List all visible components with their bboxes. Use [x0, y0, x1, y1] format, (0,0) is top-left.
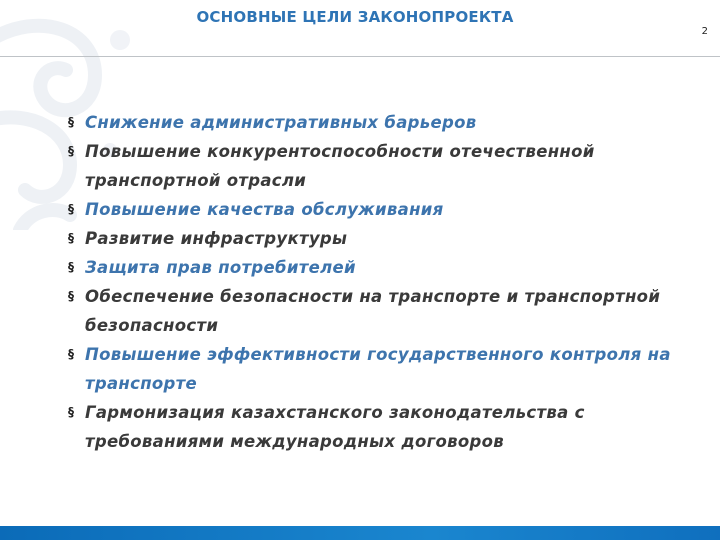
goal-item	[68, 253, 678, 282]
goal-text: Повышение эффективности государственного контроля на транспорте	[85, 345, 671, 393]
goal-text: Обеспечение безопасности на транспорте и транспортной безопасности	[85, 287, 661, 335]
goal-text: Развитие инфраструктуры	[85, 229, 348, 248]
goal-item	[68, 340, 678, 398]
goal-item	[68, 108, 678, 137]
goal-item	[68, 224, 678, 253]
page-number: 2	[701, 26, 708, 37]
bullet-icon: §	[68, 405, 75, 419]
goal-item	[68, 137, 678, 195]
bullet-icon: §	[68, 115, 75, 129]
title-divider	[0, 56, 720, 57]
bullet-icon: §	[68, 260, 75, 274]
goal-text: Повышение конкурентоспособности отечественной транспортной отрасли	[85, 142, 595, 190]
goal-text: Снижение административных барьеров	[85, 113, 477, 132]
goal-text: Гармонизация казахстанского законодательства с требованиями международных договоров	[85, 403, 585, 451]
slide-title: ОСНОВНЫЕ ЦЕЛИ ЗАКОНОПРОЕКТА	[196, 8, 514, 26]
goals-list	[68, 108, 678, 456]
bullet-icon: §	[68, 347, 75, 361]
footer-bar	[0, 526, 720, 540]
bullet-icon: §	[68, 144, 75, 158]
bullet-icon: §	[68, 202, 75, 216]
goal-item	[68, 195, 678, 224]
goal-item	[68, 398, 678, 456]
bullet-icon: §	[68, 289, 75, 303]
goal-item	[68, 282, 678, 340]
goal-text: Повышение качества обслуживания	[85, 200, 444, 219]
goal-text: Защита прав потребителей	[85, 258, 356, 277]
bullet-icon: §	[68, 231, 75, 245]
